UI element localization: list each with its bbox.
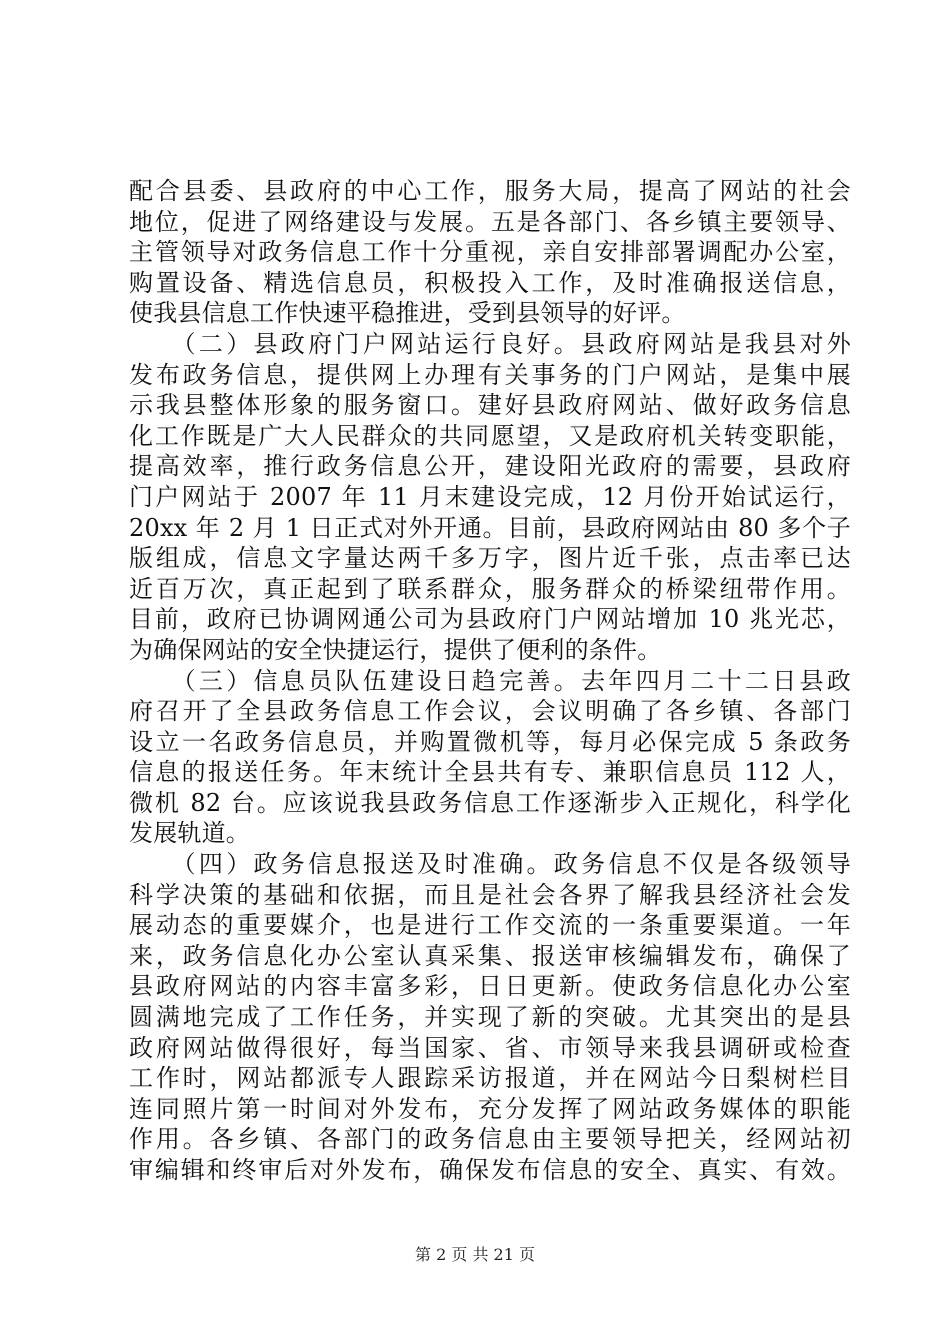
text-line: 门户网站于 2007 年 11 月末建设完成，12 月份开始试运行， [129, 482, 851, 511]
text-line: 信息的报送任务。年末统计全县共有专、兼职信息员 112 人， [129, 758, 851, 787]
text-line: 工作时，网站都派专人跟踪采访报道，并在网站今日梨树栏目 [129, 1064, 851, 1093]
text-line: 目前，政府已协调网通公司为县政府门户网站增加 10 兆光芯， [129, 605, 851, 634]
text-line: 发布政务信息，提供网上办理有关事务的门户网站，是集中展 [129, 360, 851, 389]
text-line: 府召开了全县政务信息工作会议，会议明确了各乡镇、各部门 [129, 697, 851, 726]
text-line: 20xx 年 2 月 1 日正式对外开通。目前，县政府网站由 80 多个子 [129, 513, 851, 542]
text-line: 来，政务信息化办公室认真采集、报送审核编辑发布，确保了 [129, 941, 851, 970]
text-line: 主管领导对政务信息工作十分重视，亲自安排部署调配办公室， [129, 238, 851, 267]
text-line: 连同照片第一时间对外发布，充分发挥了网站政务媒体的职能 [129, 1094, 851, 1123]
text-line: 圆满地完成了工作任务，并实现了新的突破。尤其突出的是县 [129, 1003, 851, 1032]
text-line: 展动态的重要媒介，也是进行工作交流的一条重要渠道。一年 [129, 911, 851, 940]
document-body [129, 176, 851, 1186]
text-line: 发展轨道。 [129, 819, 250, 848]
text-line: 使我县信息工作快速平稳推进，受到县领导的好评。 [129, 299, 686, 328]
text-line: 科学决策的基础和依据，而且是社会各界了解我县经济社会发 [129, 880, 851, 909]
page-footer: 第 2 页 共 21 页 [415, 1245, 535, 1264]
text-line: 微机 82 台。应该说我县政务信息工作逐渐步入正规化，科学化 [129, 788, 851, 817]
text-line: 县政府网站的内容丰富多彩，日日更新。使政务信息化办公室 [129, 972, 851, 1001]
text-line: 设立一名政务信息员，并购置微机等，每月必保完成 5 条政务 [129, 727, 851, 756]
text-line: （二）县政府门户网站运行良好。县政府网站是我县对外 [129, 329, 851, 358]
text-line: 化工作既是广大人民群众的共同愿望，又是政府机关转变职能， [129, 421, 851, 450]
text-line: 配合县委、县政府的中心工作，服务大局，提高了网站的社会 [129, 177, 851, 205]
text-line: （四）政务信息报送及时准确。政务信息不仅是各级领导 [129, 850, 851, 879]
text-line: 购置设备、精选信息员，积极投入工作，及时准确报送信息， [129, 268, 851, 297]
text-line: 为确保网站的安全快捷运行，提供了便利的条件。 [129, 635, 662, 664]
text-line: 近百万次，真正起到了联系群众，服务群众的桥梁纽带作用。 [129, 574, 851, 603]
text-line: 审编辑和终审后对外发布，确保发布信息的安全、真实、有效。 [129, 1156, 851, 1184]
text-line: （三）信息员队伍建设日趋完善。去年四月二十二日县政 [129, 666, 851, 695]
text-line: 版组成，信息文字量达两千多万字，图片近千张，点击率已达 [129, 544, 851, 573]
text-line: 作用。各乡镇、各部门的政务信息由主要领导把关，经网站初 [129, 1125, 851, 1154]
text-line: 地位，促进了网络建设与发展。五是各部门、各乡镇主要领导、 [129, 207, 851, 236]
text-line: 政府网站做得很好，每当国家、省、市领导来我县调研或检查 [129, 1033, 851, 1062]
text-line: 示我县整体形象的服务窗口。建好县政府网站、做好政务信息 [129, 391, 851, 420]
text-line: 提高效率，推行政务信息公开，建设阳光政府的需要，县政府 [129, 452, 851, 481]
